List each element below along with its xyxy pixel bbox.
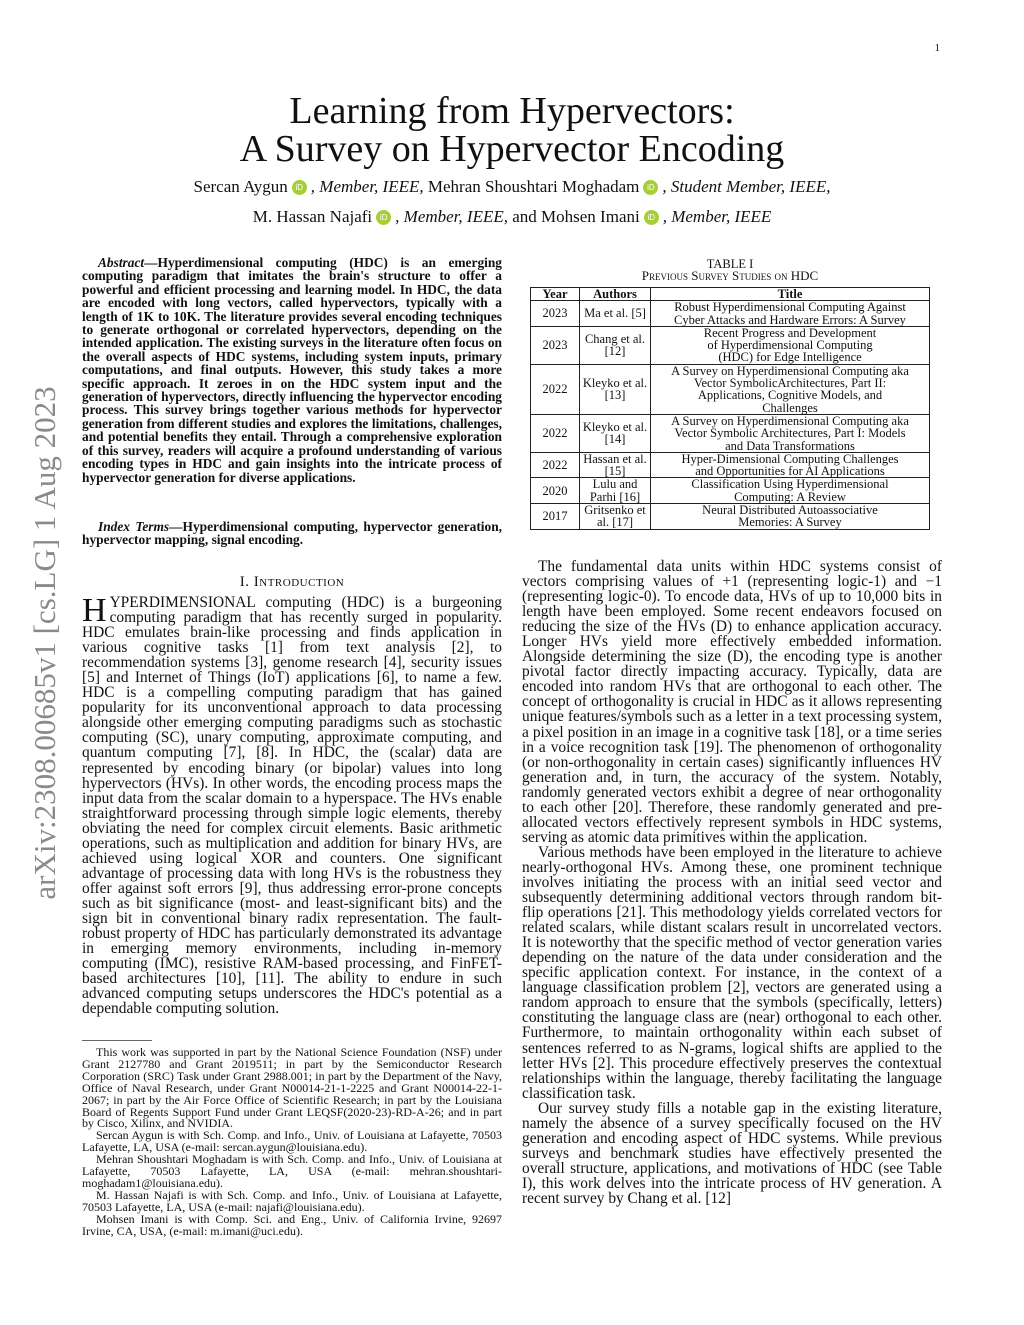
cell-title: Classification Using Hyperdimensional Computing: A Review — [651, 478, 930, 504]
abstract — [82, 256, 502, 484]
arxiv-identifier[interactable]: arXiv:2308.00685v1 [cs.LG] 1 Aug 2023 — [27, 386, 62, 900]
cell-authors: Kleyko et al. [13] — [580, 364, 651, 414]
cell-title: Robust Hyperdimensional Computing Against Cyber Attacks and Hardware Errors: A Survey — [651, 301, 930, 327]
section-heading: I. Introduction — [239, 574, 345, 590]
table-row — [531, 364, 930, 414]
author-role: , Member, IEEE — [662, 207, 772, 226]
footnote-funding: This work was supported in part by the National Science Foundation (NSF) under Grant 2127780 and Grant 2019511; in part by the Semiconductor Research Corporation (SRC) Task under Grant 2988.001; in part by the Department of the Navy, Office of Naval Research, under Grant N00014-21-1-2225 and Grant N00014-22-1-2067; in part by the Air Force Office of Scientific Research; in part by the Louisiana Board of Regents Support Fund under Grant LEQSF(2020-23)-RD-A-26; and in part by Cisco, Xilinx, and NVIDIA. — [82, 1045, 502, 1131]
body-paragraph: Our survey study fills a notable gap in the existing literature, namely the absence of a survey specifically focused on the HV generation and encoding aspect of HDC systems. While previous surveys and benchmark studies have effectively presented the overall structure, applications, and motivations of HDC (see Table I), this work delves into the intricate process of HV generation. A recent survey by Chang et al. [12] — [522, 1099, 942, 1207]
cell-year: 2022 — [531, 364, 580, 414]
header-year: Year — [531, 288, 580, 301]
author-name: and Mohsen Imani — [512, 207, 640, 226]
table-row — [531, 301, 930, 327]
table-header-row — [531, 288, 930, 301]
cell-title: Hyper-Dimensional Computing Challenges and Opportunities for AI Applications — [651, 452, 930, 478]
orcid-icon[interactable]: iD — [292, 180, 307, 195]
orcid-icon[interactable]: iD — [644, 210, 659, 225]
body-paragraph: Various methods have been employed in the literature to achieve nearly-orthogonal HVs. Among these, one prominent technique involves initiating the process with an initial seed vector and subsequently determining additional vectors through random bit-flip operations [21]. This methodology yields correlated vectors for related scalars, while distant scalars result in uncorrelated vectors. It is noteworthy that the specific method of vector generation varies depending on the nature of the data under consideration and the specific application context. For instance, in the context of a language classification problem [2], vectors are generated using a random approach to ensure that the symbols (specifically, letters) constituting the language class are (near) orthogonal to each other. Furthermore, to maintain orthogonality within each subset of sentences referred to as N-grams, logical shifts are applied to the letter HVs [2]. This procedure effectively preserves the contextual relationships within the language, thereby facilitating the language classification task. — [522, 843, 942, 1102]
author-role: , Student Member, IEEE, — [662, 177, 831, 196]
footnote-affiliation: Mohsen Imani is with Comp. Sci. and Eng., Univ. of California Irvine, 92697 Irvine, CA, USA, (e-mail: m.imani@uci.edu). — [82, 1211, 502, 1238]
cell-year: 2020 — [531, 478, 580, 504]
table-label: TABLE I — [706, 257, 754, 271]
table-row — [531, 326, 930, 364]
cell-year: 2022 — [531, 414, 580, 452]
footnote-affiliation: Sercan Aygun is with Sch. Comp. and Info., Univ. of Louisiana at Lafayette, 70503 Lafayette, LA, USA (e-mail: sercan.aygun@louisiana.edu). — [82, 1128, 502, 1155]
cell-year: 2023 — [531, 326, 580, 364]
orcid-icon[interactable]: iD — [643, 180, 658, 195]
cell-authors: Gritsenko et al. [17] — [580, 504, 651, 530]
header-authors: Authors — [580, 288, 651, 301]
cell-authors: Lulu and Parhi [16] — [580, 478, 651, 504]
footnotes — [82, 1047, 502, 1238]
introduction-paragraph — [82, 592, 502, 1018]
author-role: , Member, IEEE, — [395, 207, 508, 226]
table-row — [531, 414, 930, 452]
table-row — [531, 452, 930, 478]
cell-year: 2022 — [531, 452, 580, 478]
author-name: Sercan Aygun — [193, 177, 288, 196]
index-terms-label: Index Terms — [98, 519, 170, 534]
index-terms-text: —Hyperdimensional computing, hypervector generation, hypervector mapping, signal encoding. — [82, 519, 502, 548]
author-line-2 — [0, 207, 1024, 227]
right-column-text — [522, 559, 942, 1206]
abstract-label: Abstract — [98, 255, 145, 270]
header-title: Title — [651, 288, 930, 301]
footnote-affiliation: Mehran Shoushtari Moghadam is with Sch. Comp. and Info., Univ. of Louisiana at Lafayette, 70503 Lafayette, LA, USA (e-mail: mehran.shoushtari-moghadam1@louisiana.edu). — [82, 1152, 502, 1190]
footnote-rule — [82, 1040, 152, 1041]
cell-authors: Chang et al. [12] — [580, 326, 651, 364]
drop-cap: H — [82, 592, 107, 629]
cell-year: 2023 — [531, 301, 580, 327]
table-caption — [530, 258, 930, 282]
table-title: Previous Survey Studies on HDC — [641, 268, 819, 283]
abstract-text: —Hyperdimensional computing (HDC) is an emerging computing paradigm that imitates the brain's structure to offer a powerful and efficient processing and learning model. In HDC, the data are encoded with long vectors, called hypervectors, typically with a length of 1K to 10K. The literature provides several encoding techniques to generate orthogonal or correlated hypervectors, depending on the intended application. The existing surveys in the literature often focus on the overall aspects of HDC systems, including system inputs, primary computations, and final outputs. However, this study takes a more specific approach. It zeroes in on the HDC system input and the generation of hypervectors, directly influencing the hypervector encoding process. This survey brings together various methods for hypervector generation from different studies and explores the limitations, challenges, and potential benefits they entail. Through a comprehensive exploration of this survey, readers will acquire a profound understanding of various encoding types in HDC and gain insights into the intricate process of hypervector generation for diverse applications. — [82, 255, 502, 485]
title-line-1: Learning from Hypervectors: — [289, 90, 735, 132]
cell-title: A Survey on Hyperdimensional Computing aka Vector SymbolicArchitectures, Part II: Applications, Cognitive Models, and Challenges — [651, 364, 930, 414]
cell-title: Neural Distributed Autoassociative Memories: A Survey — [651, 504, 930, 530]
body-paragraph: The fundamental data units within HDC systems consist of vectors comprising values of +1 (representing logic-1) and −1 (representing logic-0). To encode data, HVs of up to 10,000 bits in length have been employed. Some recent endeavors focused on reducing the size of the HVs (D) to enhance application accuracy. Longer HVs yield more effectively embedded information. Alongside determining the size (D), the encoding type is another pivotal factor directly impacting accuracy. Typically, data are encoded into random HVs that are orthogonal to each other. The concept of orthogonality is crucial in HDC as it allows representing unique features/symbols such as a letter in a text processing system, a pixel position in an image in a cognitive task [18], or a time series in a voice recognition task [19]. The phenomenon of orthogonality (or non-orthogonality in certain cases) significantly influences HV generation and, in turn, the accuracy of the system. Notably, randomly generated vectors exhibit a degree of near orthogonality to each other [20]. Therefore, these randomly generated and pre-allocated vectors effectively represent symbols in HDC systems, serving as atomic data primitives within the application. — [522, 558, 942, 846]
index-terms — [82, 520, 502, 547]
author-line-1 — [0, 177, 1024, 197]
title-line-2: A Survey on Hypervector Encoding — [239, 128, 785, 170]
page-number: 1 — [934, 42, 940, 54]
cell-year: 2017 — [531, 504, 580, 530]
cell-authors: Hassan et al. [15] — [580, 452, 651, 478]
cell-authors: Ma et al. [5] — [580, 301, 651, 327]
author-name: Mehran Shoushtari Moghadam — [427, 177, 640, 196]
table-row — [531, 478, 930, 504]
author-name: M. Hassan Najafi — [252, 207, 373, 226]
table-row — [531, 504, 930, 530]
footnote-affiliation: M. Hassan Najafi is with Sch. Comp. and Info., Univ. of Louisiana at Lafayette, 70503 Lafayette, LA, USA (e-mail: najafi@louisiana.edu). — [82, 1187, 502, 1214]
intro-text: YPERDIMENSIONAL computing (HDC) is a burgeoning computing paradigm that has recently surged in popularity. HDC emulates brain-like processing and finds application in various cognitive tasks [1] from text analysis [2], to recommendation systems [3], genome research [4], security issues [5] and Internet of Things (IoT) applications [6], to name a few. HDC is a compelling computing paradigm that has gained popularity for its unconventional approach to data processing alongside other emerging computing paradigms such as stochastic computing (SC), unary computing, approximate computing, and quantum computing [7], [8]. In HDC, the (scalar) data are represented by encoding binary (or bipolar) values into long hypervectors (HVs). In other words, the encoding process maps the input data from the scalar domain to a hyperspace. The HVs enable straightforward processing through simple logic elements, thereby obviating the need for complex circuit elements. Basic arithmetic operations, such as multiplication and addition for binary HVs, are achieved using logical XOR and counters. One significant advantage of processing data with long HVs is the robustness they offer against soft errors [9], thus addressing error-prone concepts such as bit significance (most- and least-significant bits) and the sign bit in conventional binary radix representation. The fault-robust property of HDC has particularly demonstrated its advantage in emerging memory environments, including in-memory computing (IMC), resistive RAM-based processing, and FinFET-based architectures [10], [11]. The ability to endure in such advanced computing setups underscores the HDC's potential as a dependable computing solution. — [82, 594, 502, 1018]
survey-table — [530, 287, 930, 530]
orcid-icon[interactable]: iD — [376, 210, 391, 225]
cell-title: A Survey on Hyperdimensional Computing aka Vector Symbolic Architectures, Part I: Models and Data Transformations — [651, 414, 930, 452]
cell-authors: Kleyko et al. [14] — [580, 414, 651, 452]
cell-title: Recent Progress and Development of Hyperdimensional Computing (HDC) for Edge Intelligence — [651, 326, 930, 364]
paper-title — [0, 92, 1024, 168]
author-role: , Member, IEEE, — [310, 177, 424, 196]
